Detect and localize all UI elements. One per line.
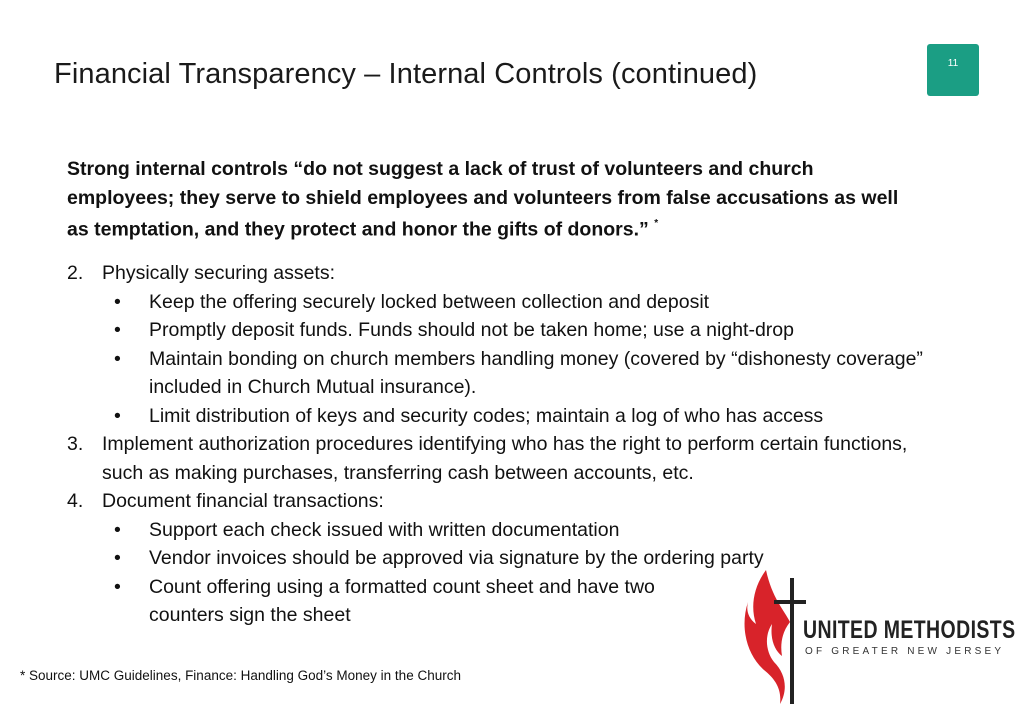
bullet-icon: •: [114, 290, 121, 313]
bullet-icon: •: [114, 347, 121, 370]
bullet-icon: •: [114, 575, 121, 598]
bullet-item: [102, 573, 719, 630]
slide-title: Financial Transparency – Internal Controls (continued): [54, 58, 758, 90]
list-item: [67, 430, 947, 487]
bullet-icon: •: [114, 547, 121, 569]
bullet-list: [67, 288, 947, 431]
bullet-text: Keep the offering securely locked between collection and deposit: [149, 290, 710, 313]
bullet-icon: •: [114, 319, 121, 341]
footnote: * Source: UMC Guidelines, Finance: Handling God’s Money in the Church: [20, 668, 461, 683]
cross-horizontal: [774, 600, 806, 604]
item-text: Implement authorization procedures identifying who has the right to perform certain functions, such as making purchases, transferring cash between accounts, etc.: [102, 433, 908, 484]
quote-text: Strong internal controls “do not suggest a lack of trust of volunteers and church employees; they serve to shield employees and volunteers from false accusations as well as temptation, and they protect and honor the gifts of donors.”: [67, 158, 899, 241]
page-number: 11: [947, 58, 959, 69]
bullet-icon: •: [114, 404, 121, 427]
bullet-item: [102, 288, 947, 317]
quote-marker: *: [654, 218, 659, 229]
item-number: 2.: [67, 262, 84, 284]
bullet-text: Maintain bonding on church members handling money (covered by “dishonesty coverage” included in Church Mutual insurance).: [149, 347, 923, 398]
list-item: [67, 259, 947, 288]
bullet-item: [102, 316, 947, 345]
bullet-item: [102, 516, 947, 545]
bullet-text: Support each check issued with written documentation: [149, 518, 620, 541]
logo-subtitle: OF GREATER NEW JERSEY: [805, 646, 1005, 657]
item-number: 3.: [67, 433, 84, 455]
item-text: Document financial transactions:: [102, 490, 384, 512]
item-number: 4.: [67, 490, 84, 512]
bullet-item: [102, 345, 947, 402]
bullet-text: Count offering using a formatted count sheet and have two counters sign the sheet: [149, 575, 655, 626]
bullet-icon: •: [114, 518, 121, 541]
bullet-text: Promptly deposit funds. Funds should not be taken home; use a night-drop: [149, 319, 794, 341]
logo-title: UNITED METHODISTS: [803, 616, 1016, 644]
bullet-text: Limit distribution of keys and security codes; maintain a log of who has access: [149, 404, 824, 427]
flame-icon: [745, 570, 790, 704]
bullet-item: [102, 402, 947, 431]
list-item: [67, 487, 947, 516]
page-number-badge: [927, 44, 979, 96]
quote-block: [67, 155, 907, 244]
cross-vertical: [790, 578, 794, 704]
item-text: Physically securing assets:: [102, 262, 336, 284]
bullet-text: Vendor invoices should be approved via signature by the ordering party: [149, 547, 764, 569]
